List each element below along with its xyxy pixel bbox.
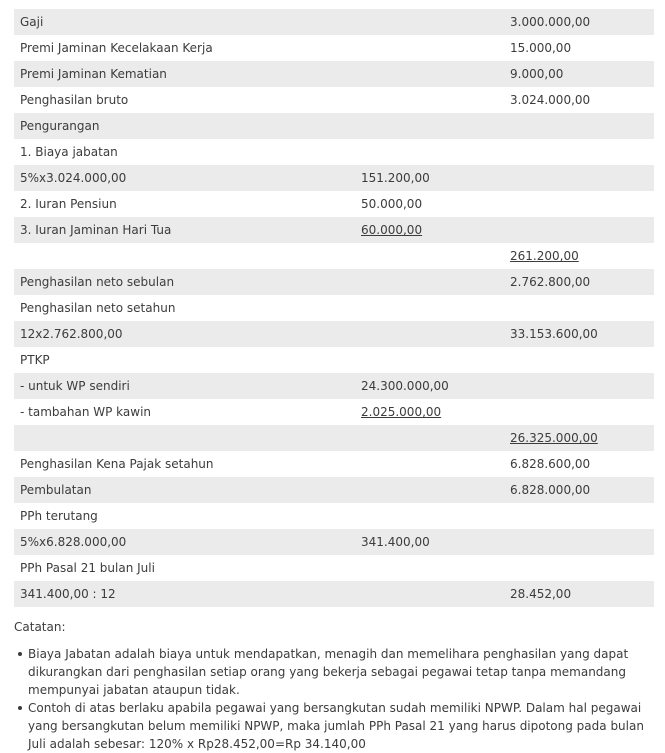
row-label: 2. Iuran Pensiun	[20, 197, 117, 211]
row-mid-value: 50.000,00	[361, 197, 423, 211]
row-label: PPh Pasal 21 bulan Juli	[20, 561, 155, 575]
table-row	[14, 295, 654, 321]
row-label: - tambahan WP kawin	[20, 405, 152, 419]
row-label: 1. Biaya jabatan	[20, 145, 118, 159]
row-amount: 2.762.800,00	[510, 275, 591, 289]
row-amount: 9.000,00	[510, 67, 564, 81]
row-label: 5%x6.828.000,00	[20, 535, 127, 549]
row-mid-value-underlined: 60.000,00	[361, 223, 423, 237]
row-amount-subtotal: 26.325.000,00	[510, 431, 598, 445]
table-row	[14, 399, 654, 425]
table-row	[14, 113, 654, 139]
table-row	[14, 321, 654, 347]
table-row	[14, 35, 654, 61]
table-row	[14, 9, 654, 35]
row-label: Pembulatan	[20, 483, 92, 497]
table-row	[14, 269, 654, 295]
table-row	[14, 217, 654, 243]
table-row	[14, 503, 654, 529]
row-label: Premi Jaminan Kecelakaan Kerja	[20, 41, 213, 55]
row-amount: 6.828.000,00	[510, 483, 591, 497]
row-label: Gaji	[20, 15, 44, 29]
row-label: Penghasilan neto sebulan	[20, 275, 175, 289]
table-row	[14, 165, 654, 191]
table-row	[14, 425, 654, 451]
row-label: Penghasilan bruto	[20, 93, 129, 107]
row-mid-value-underlined: 2.025.000,00	[361, 405, 442, 419]
notes-heading: Catatan:	[14, 620, 66, 634]
row-amount-subtotal: 261.200,00	[510, 249, 579, 263]
row-label: PPh terutang	[20, 509, 98, 523]
table-row	[14, 477, 654, 503]
table-row	[14, 555, 654, 581]
table-row	[14, 373, 654, 399]
row-mid-value: 151.200,00	[361, 171, 430, 185]
note-item: Contoh di atas berlaku apabila pegawai yang bersangkutan sudah memiliki NPWP. Dalam hal pegawai yang bersangkutan belum memiliki NPWP, maka jumlah PPh Pasal 21 yang harus dipotong pada bulan Juli adalah sebesar: 120% x Rp28.452,00=Rp 34.140,00	[28, 699, 654, 753]
row-amount: 3.000.000,00	[510, 15, 591, 29]
row-amount: 28.452,00	[510, 587, 572, 601]
row-label: 341.400,00 : 12	[20, 587, 116, 601]
row-label: 12x2.762.800,00	[20, 327, 123, 341]
row-amount: 6.828.600,00	[510, 457, 591, 471]
row-label: Pengurangan	[20, 119, 100, 133]
table-row	[14, 87, 654, 113]
calculation-table	[14, 9, 654, 607]
row-label: Premi Jaminan Kematian	[20, 67, 167, 81]
table-row	[14, 243, 654, 269]
row-label: 5%x3.024.000,00	[20, 171, 127, 185]
table-row	[14, 451, 654, 477]
table-row	[14, 529, 654, 555]
table-row	[14, 581, 654, 607]
row-amount: 15.000,00	[510, 41, 572, 55]
row-mid-value: 24.300.000,00	[361, 379, 449, 393]
row-label: PTKP	[20, 353, 50, 367]
table-row	[14, 191, 654, 217]
row-amount: 3.024.000,00	[510, 93, 591, 107]
row-amount: 33.153.600,00	[510, 327, 598, 341]
note-item: Biaya Jabatan adalah biaya untuk mendapatkan, menagih dan memelihara penghasilan yang dapat dikurangkan dari penghasilan setiap orang yang bekerja sebagai pegawai tetap tanpa memandang mempunyai jabatan ataupun tidak.	[28, 645, 654, 699]
row-label: Penghasilan neto setahun	[20, 301, 176, 315]
table-row	[14, 347, 654, 373]
table-row	[14, 139, 654, 165]
row-mid-value: 341.400,00	[361, 535, 430, 549]
table-row	[14, 61, 654, 87]
row-label: - untuk WP sendiri	[20, 379, 130, 393]
notes-list	[14, 645, 654, 753]
row-label: Penghasilan Kena Pajak setahun	[20, 457, 214, 471]
notes-section	[14, 618, 654, 753]
row-label: 3. Iuran Jaminan Hari Tua	[20, 223, 172, 237]
